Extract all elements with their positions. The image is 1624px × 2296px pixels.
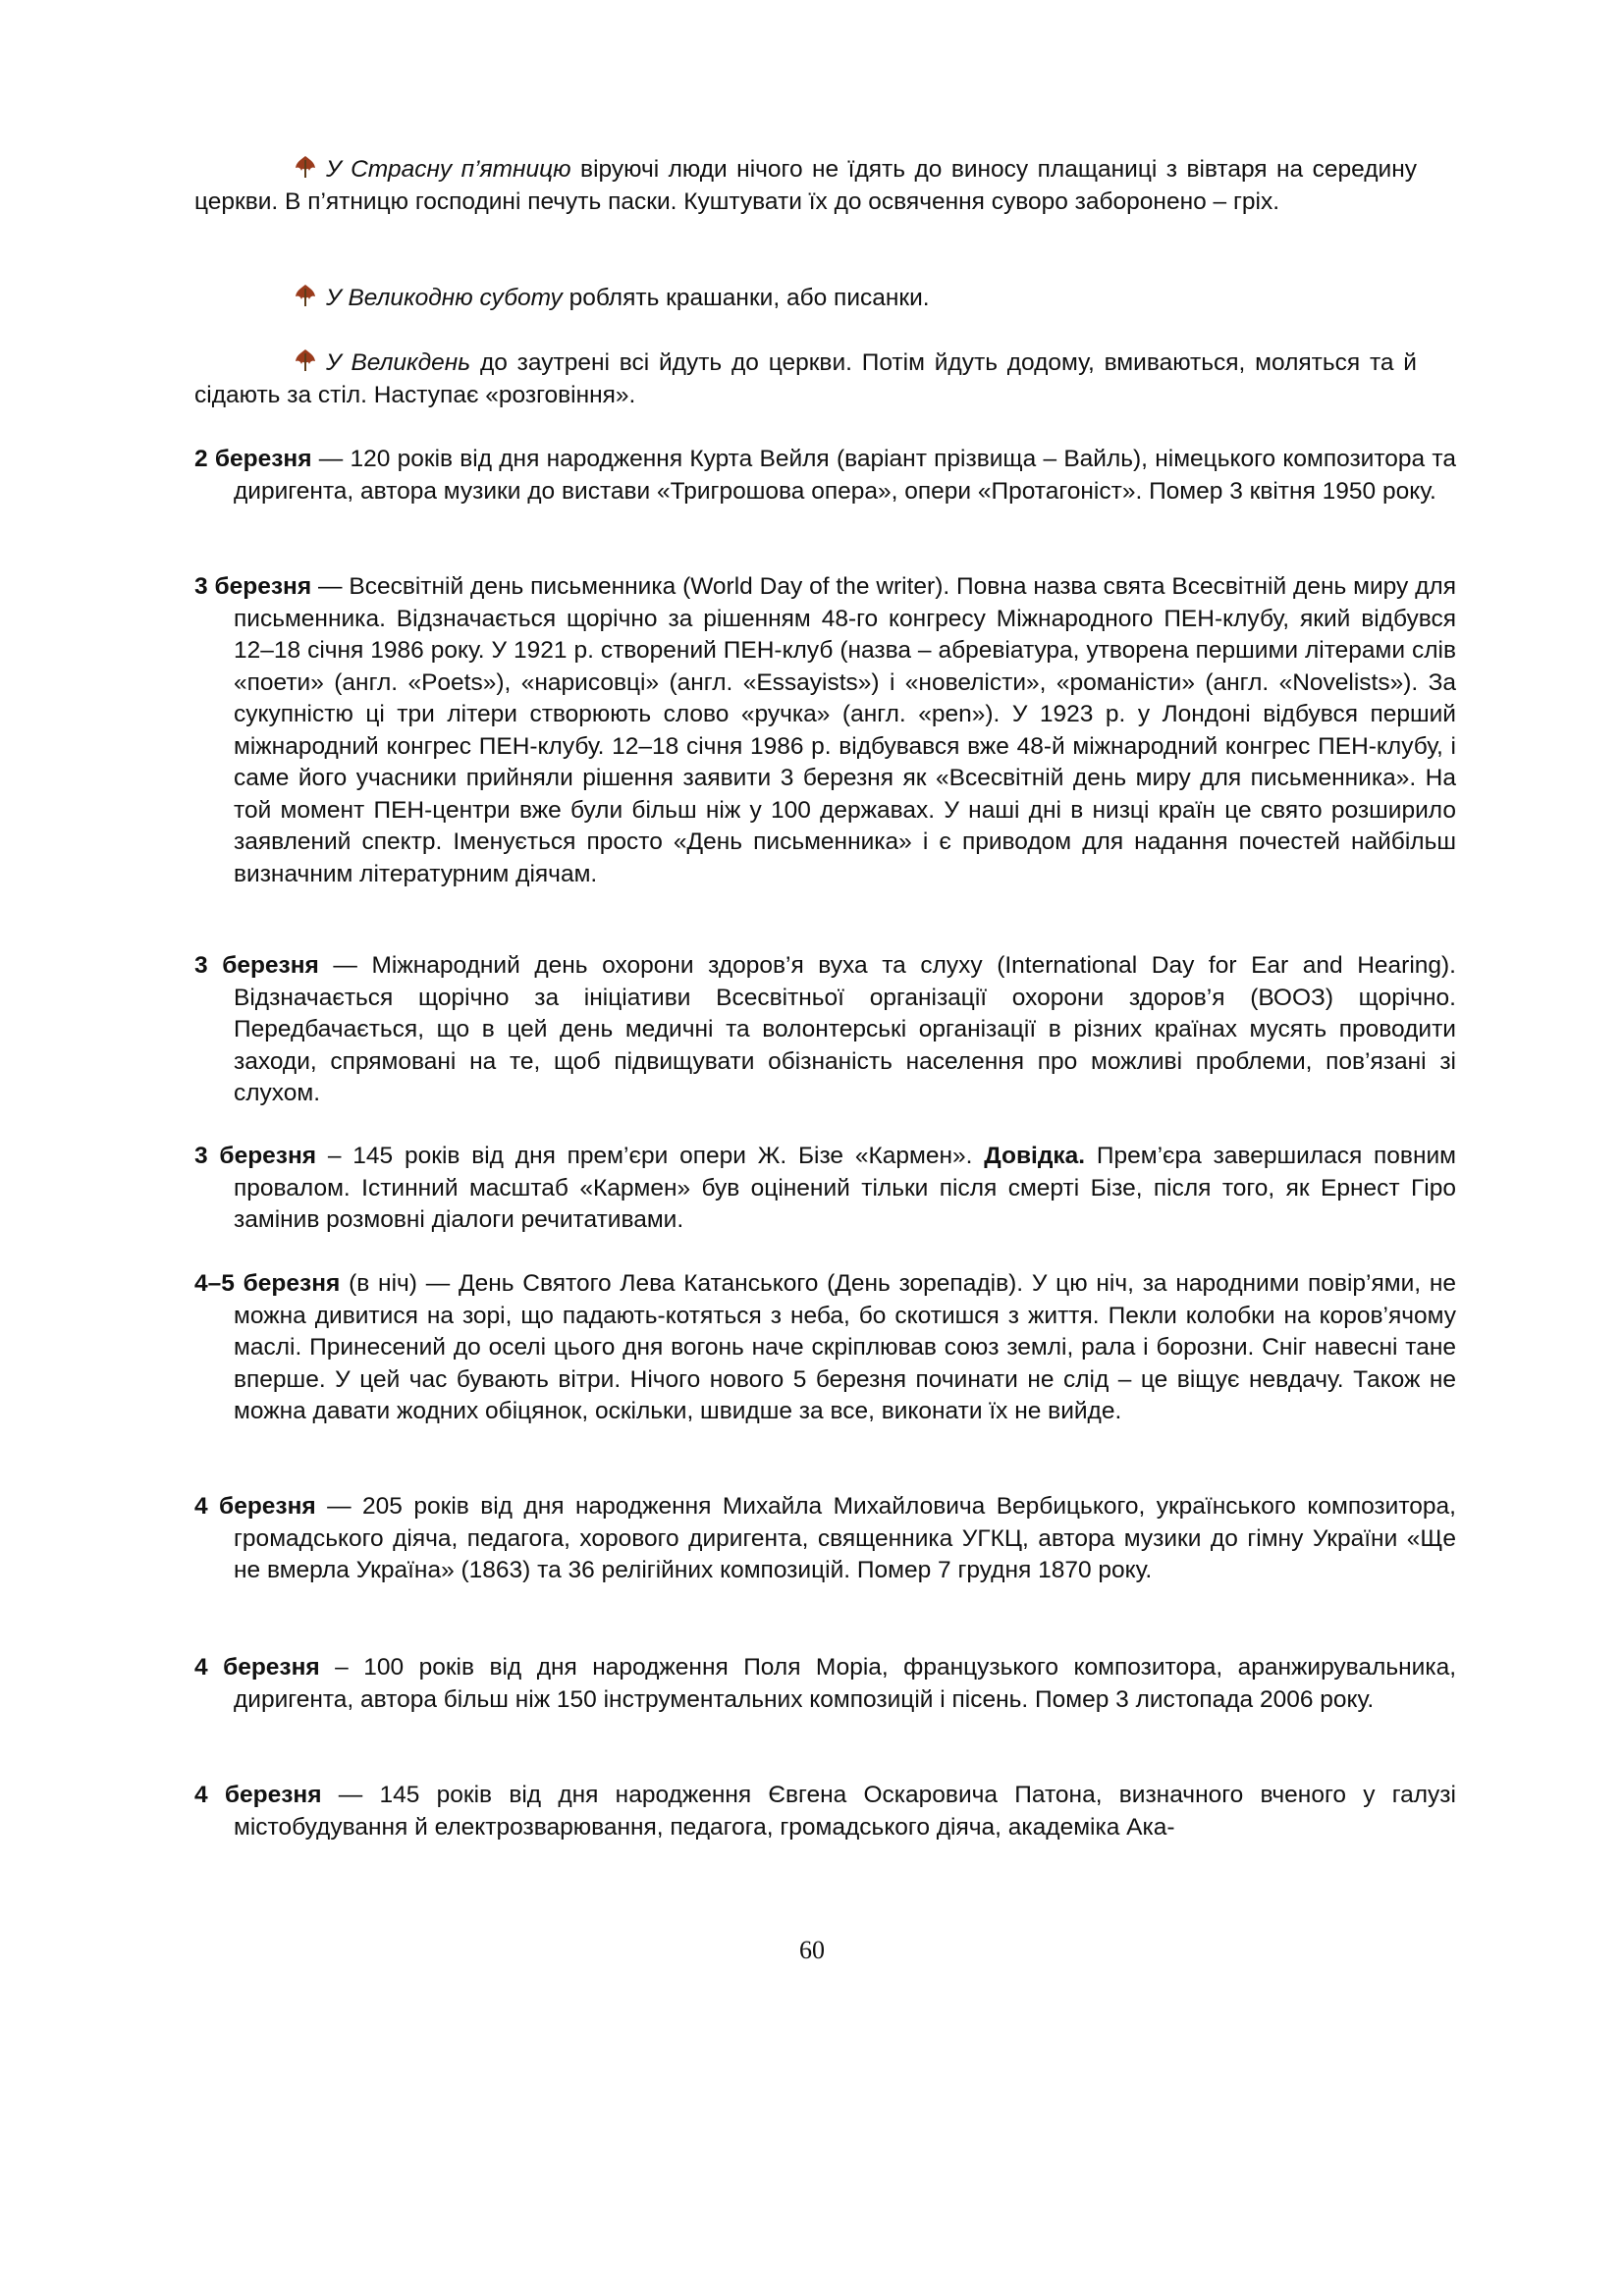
entry-text: – 100 років від дня народження Поля Моріа, французького композитора, аранжирувальника, диригента, автора більш ніж 150 інструментальних композицій і пісень. Помер 3 листопада 2006 року. <box>234 1654 1457 1713</box>
entry-text: — 205 років від дня народження Михайла Михайловича Вербицького, українського композитора, громадського діяча, педагога, хорового диригента, священника УГКЦ, автора музики до гімну України «Ще не вмерла Україна» (1863) та 36 релігійних композицій. Помер 7 грудня 1870 року. <box>234 1493 1456 1583</box>
entry-text: – 145 років від дня прем’єри опери Ж. Бізе «Кармен». <box>316 1143 985 1169</box>
calendar-entry <box>194 571 1456 890</box>
bullet-lead: У Великдень <box>326 349 471 376</box>
entry-date: 3 березня <box>194 573 312 600</box>
entry-text: — 120 років від дня народження Курта Вейля (варіант прізвища – Вайль), німецького композитора та диригента, автора музики до вистави «Тригрошова опера», опери «Протагоніст». Помер 3 квітня 1950 року. <box>234 446 1456 505</box>
entry-text: — 145 років від дня народження Євгена Оскаровича Патона, визначного вченого у галузі містобудування й електрозварювання, педагога, громадського діяча, академіка Ака- <box>234 1782 1456 1841</box>
autumn-leaf-icon <box>293 283 318 308</box>
calendar-entry <box>194 444 1456 507</box>
entry-date: 4 березня <box>194 1493 316 1520</box>
entry-text: — Міжнародний день охорони здоров’я вуха та слуху (International Day for Ear and Hearing). Відзначається щорічно за ініціативи Всесвітньої організації охорони здоров’я (ВООЗ) щорічно. Передбачається, що в цей день медичні та волонтерські організації в різних країнах мусять проводити заходи, спрямовані на те, щоб підвищувати обізнаність населення про можливі проблеми, пов’язані зі слухом. <box>234 952 1456 1106</box>
calendar-entry <box>194 950 1456 1110</box>
entry-date: 4 березня <box>194 1782 322 1808</box>
calendar-entry <box>194 1652 1456 1716</box>
calendar-entry <box>194 1491 1456 1587</box>
entry-date: 4 березня <box>194 1654 320 1681</box>
calendar-entry <box>194 1780 1456 1843</box>
entry-date: 3 березня <box>194 952 319 979</box>
entry-text: — Всесвітній день письменника (World Day of the writer). Повна назва свята Всесвітній день миру для письменника. Відзначається щорічно за рішенням 48-го конгресу Міжнародного ПЕН-клубу, який відбувся 12–18 січня 1986 року. У 1921 р. створений ПЕН-клуб (назва – абревіатура, утворена першими літерами слів «поети» (англ. «Poets»), «нарисовці» (англ. «Essayists») і «новелісти», «романісти» (англ. «Novelists»). За сукупністю ці три літери створюють слово «ручка» (англ. «pen»). У 1923 р. у Лондоні відбувся перший міжнародний конгрес ПЕН-клубу. 12–18 січня 1986 р. відбувався вже 48-й міжнародний конгрес ПЕН-клубу, і саме його учасники прийняли рішення заявити 3 березня як «Всесвітній день миру для письменника». На той момент ПЕН-центри вже були більш ніж у 100 державах. У наші дні в низці країн це свято розширило заявлений спектр. Іменується просто «День письменника» і є приводом для надання почестей найбільш визначним літературним діячам. <box>234 573 1456 887</box>
entry-date: 4–5 березня <box>194 1270 341 1297</box>
bullet-lead: У Великодню суботу <box>326 285 563 311</box>
entry-note-text: Прем’єра завершилася повним провалом. Істинний масштаб «Кармен» був оцінений тільки після смерті Бізе, після того, як Ернест Гіро замінив розмовні діалоги речитативами. <box>234 1143 1457 1233</box>
entry-note-label: Довідка. <box>984 1143 1086 1169</box>
bullet-paragraph <box>194 154 1417 218</box>
bullet-text: віруючі люди нічого не їдять до виносу плащаниці з вівтаря на середину церкви. В п’ятницю господині печуть паски. Куштувати їх до освячення суворо заборонено – гріх. <box>194 156 1417 215</box>
bullet-lead: У Страсну п’ятницю <box>326 156 571 183</box>
entry-date: 2 березня <box>194 446 312 472</box>
bullet-paragraph <box>194 347 1417 411</box>
bullet-text: роблять крашанки, або писанки. <box>562 285 930 311</box>
page-number: 60 <box>799 1936 825 1964</box>
calendar-entry <box>194 1268 1456 1428</box>
bullet-paragraph <box>194 283 1417 315</box>
entry-text: (в ніч) — День Святого Лева Катанського (День зорепадів). У цю ніч, за народними повір’ями, не можна дивитися на зорі, що падають-котяться з неба, бо скотишся з життя. Пекли колобки на коров’ячому маслі. Принесений до оселі цього дня вогонь наче скріплював союз землі, рала і борозни. Сніг навесні тане вперше. У цей час бувають вітри. Нічого нового 5 березня починати не слід – це віщує невдачу. Також не можна давати жодних обіцянок, оскільки, швидше за все, виконати їх не вийде. <box>234 1270 1457 1424</box>
autumn-leaf-icon <box>293 154 318 180</box>
calendar-entry <box>194 1141 1456 1237</box>
autumn-leaf-icon <box>293 347 318 373</box>
bullet-text: до заутрені всі йдуть до церкви. Потім йдуть додому, вмиваються, моляться та й сідають за стіл. Наступає «розговіння». <box>194 349 1417 408</box>
entry-date: 3 березня <box>194 1143 317 1169</box>
